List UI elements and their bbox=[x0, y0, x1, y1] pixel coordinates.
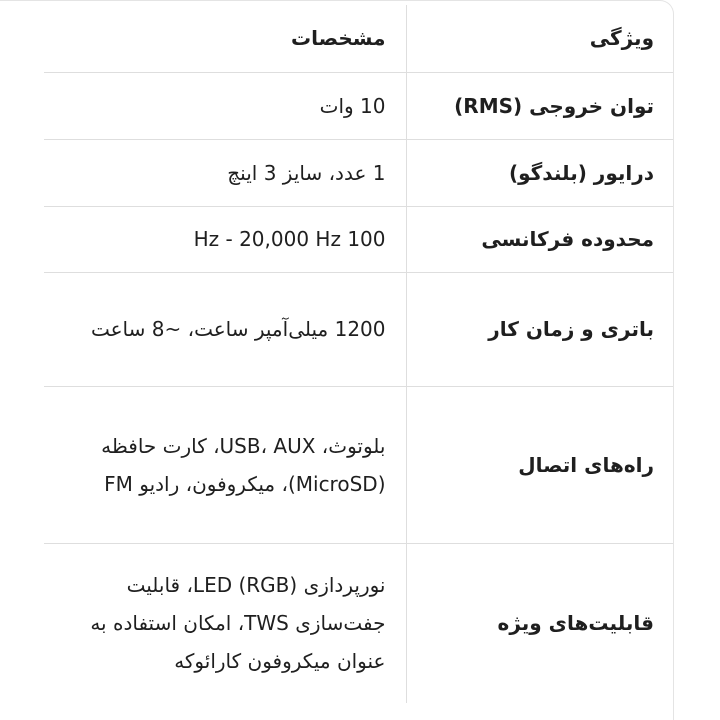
row-spec: 1200 میلی‌آمپر ساعت، ~8 ساعت bbox=[44, 272, 406, 386]
row-spec: 1 عدد، سایز 3 اینچ bbox=[44, 139, 406, 206]
row-spec: 100 Hz - 20,000 Hz bbox=[44, 206, 406, 272]
table-row bbox=[44, 386, 674, 543]
row-feature: راه‌های اتصال bbox=[406, 386, 674, 543]
row-feature: قابلیت‌های ویژه bbox=[497, 611, 654, 636]
row-feature: درایور (بلندگو) bbox=[406, 139, 674, 206]
row-spec: نورپردازی (RGB) LED، قابلیت جفت‌سازی TWS، امکان استفاده به عنوان میکروفون کارائوکه bbox=[44, 543, 406, 703]
table-row bbox=[44, 139, 674, 206]
table-row bbox=[44, 72, 674, 139]
row-feature: باتری و زمان کار bbox=[406, 272, 674, 386]
row-spec: 10 وات bbox=[44, 72, 406, 139]
table-header-row bbox=[44, 5, 674, 72]
table-row bbox=[44, 543, 674, 703]
table-row bbox=[44, 272, 674, 386]
row-feature: محدوده فرکانسی bbox=[406, 206, 674, 272]
table-row bbox=[44, 206, 674, 272]
spec-table bbox=[44, 5, 674, 703]
row-spec: بلوتوث، USB، AUX، کارت حافظه (MicroSD)، میکروفون، رادیو FM bbox=[44, 386, 406, 543]
header-feature: ویژگی bbox=[406, 5, 674, 72]
header-spec: مشخصات bbox=[44, 5, 406, 72]
row-feature: توان خروجی (RMS) bbox=[406, 72, 674, 139]
